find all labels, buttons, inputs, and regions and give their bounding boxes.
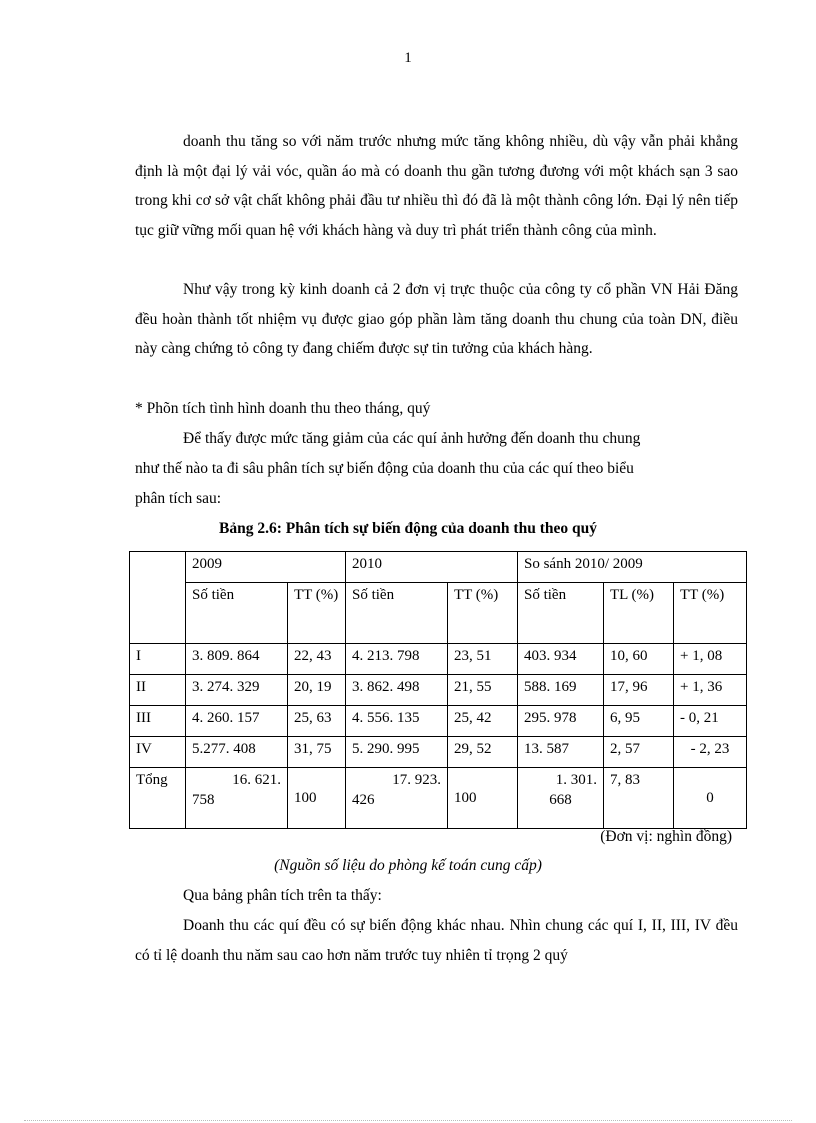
total-tt-change: 0 (674, 768, 747, 829)
cell: 3. 809. 864 (186, 644, 288, 675)
cell: 22, 43 (288, 644, 346, 675)
corner-cell (130, 552, 186, 644)
col-header: Số tiền (346, 583, 448, 644)
total-diff-part1: 1. 301. (555, 772, 597, 788)
total-amount-2009 (186, 768, 288, 829)
total-amount-2010 (346, 768, 448, 829)
total-tt-2010: 100 (448, 768, 518, 829)
paragraph-conclusion: Doanh thu các quí đều có sự biến động khác nhau. Nhìn chung các quí I, II, III, IV đều có tỉ lệ doanh thu năm sau cao hơn năm trước tuy nhiên tỉ trọng 2 quý (135, 917, 738, 964)
cell: 3. 274. 329 (186, 675, 288, 706)
cell: 20, 19 (288, 675, 346, 706)
total-label: Tổng (130, 768, 186, 829)
cell: 29, 52 (448, 737, 518, 768)
table-caption: Bảng 2.6: Phân tích sự biến động của doanh thu theo quý (219, 520, 597, 537)
quarter-label: IV (130, 737, 186, 768)
cell: 25, 63 (288, 706, 346, 737)
quarter-label: I (130, 644, 186, 675)
cell: 3. 862. 498 (346, 675, 448, 706)
total-tt-2009: 100 (288, 768, 346, 829)
cell: + 1, 08 (674, 644, 747, 675)
table-row-total (130, 768, 747, 829)
cell: 10, 60 (604, 644, 674, 675)
cell: 17, 96 (604, 675, 674, 706)
total-tl: 7, 83 (604, 768, 674, 829)
cell: 403. 934 (518, 644, 604, 675)
revenue-quarter-table (129, 551, 747, 829)
table-row (130, 675, 747, 706)
cell: - 0, 21 (674, 706, 747, 737)
cell: 25, 42 (448, 706, 518, 737)
conclusion-intro: Qua bảng phân tích trên ta thấy: (183, 887, 382, 904)
col-header: TT (%) (448, 583, 518, 644)
unit-note: (Đơn vị: nghìn đồng) (600, 828, 732, 845)
source-note: (Nguồn số liệu do phòng kế toán cung cấp) (274, 857, 542, 874)
total-amount-2010-part1: 17. 923. (392, 772, 441, 788)
section-heading-analysis: * Phõn tích tình hình doanh thu theo tháng, quý (135, 400, 431, 417)
header-2009: 2009 (186, 552, 346, 583)
cell: - 2, 23 (674, 737, 747, 768)
cell: + 1, 36 (674, 675, 747, 706)
cell: 13. 587 (518, 737, 604, 768)
intro-line-2: như thế nào ta đi sâu phân tích sự biến động của doanh thu của các quí theo biểu (135, 460, 634, 477)
quarter-label: III (130, 706, 186, 737)
cell: 31, 75 (288, 737, 346, 768)
quarter-label: II (130, 675, 186, 706)
paragraph-revenue-agent: doanh thu tăng so với năm trước nhưng mức tăng không nhiều, dù vậy vẫn phải khẳng định là một đại lý vải vóc, quần áo mà có doanh thu gần tương đương với một khách sạn 3 sao trong khi cơ sở vật chất không phải đầu tư nhiều thì đó đã là một thành công lớn. Đại lý nên tiếp tục giữ vững mối quan hệ với khách hàng và duy trì phát triển thành công của mình. (135, 133, 738, 239)
page-number: 1 (404, 50, 412, 66)
table-row (130, 737, 747, 768)
cell: 2, 57 (604, 737, 674, 768)
cell: 4. 213. 798 (346, 644, 448, 675)
cell: 295. 978 (518, 706, 604, 737)
intro-line-1: Để thấy được mức tăng giảm của các quí ảnh hưởng đến doanh thu chung (183, 430, 641, 447)
cell: 4. 260. 157 (186, 706, 288, 737)
cell: 21, 55 (448, 675, 518, 706)
col-header: TT (%) (288, 583, 346, 644)
cell: 4. 556. 135 (346, 706, 448, 737)
cell: 5. 290. 995 (346, 737, 448, 768)
col-header: TL (%) (604, 583, 674, 644)
header-comparison: So sánh 2010/ 2009 (518, 552, 747, 583)
total-diff-part2: 668 (549, 792, 572, 809)
total-amount-2009-part1: 16. 621. (232, 772, 281, 788)
header-row-years (130, 552, 747, 583)
cell: 6, 95 (604, 706, 674, 737)
cell: 5.277. 408 (186, 737, 288, 768)
paragraph-units-summary: Như vậy trong kỳ kinh doanh cả 2 đơn vị trực thuộc của công ty cổ phần VN Hải Đăng đều hoàn thành tốt nhiệm vụ được giao góp phần làm tăng doanh thu chung của toàn DN, điều này càng chứng tỏ công ty đang chiếm được sự tin tưởng của khách hàng. (135, 281, 738, 358)
col-header: Số tiền (518, 583, 604, 644)
table-row (130, 644, 747, 675)
total-diff (518, 768, 604, 829)
col-header: Số tiền (186, 583, 288, 644)
intro-line-3: phân tích sau: (135, 490, 222, 507)
header-2010: 2010 (346, 552, 518, 583)
total-amount-2010-part2: 426 (352, 792, 375, 809)
col-header: TT (%) (674, 583, 747, 644)
cell: 23, 51 (448, 644, 518, 675)
cell: 588. 169 (518, 675, 604, 706)
page-bottom-rule (24, 1120, 792, 1121)
table-row (130, 706, 747, 737)
total-amount-2009-part2: 758 (192, 792, 215, 809)
header-row-columns (130, 583, 747, 644)
